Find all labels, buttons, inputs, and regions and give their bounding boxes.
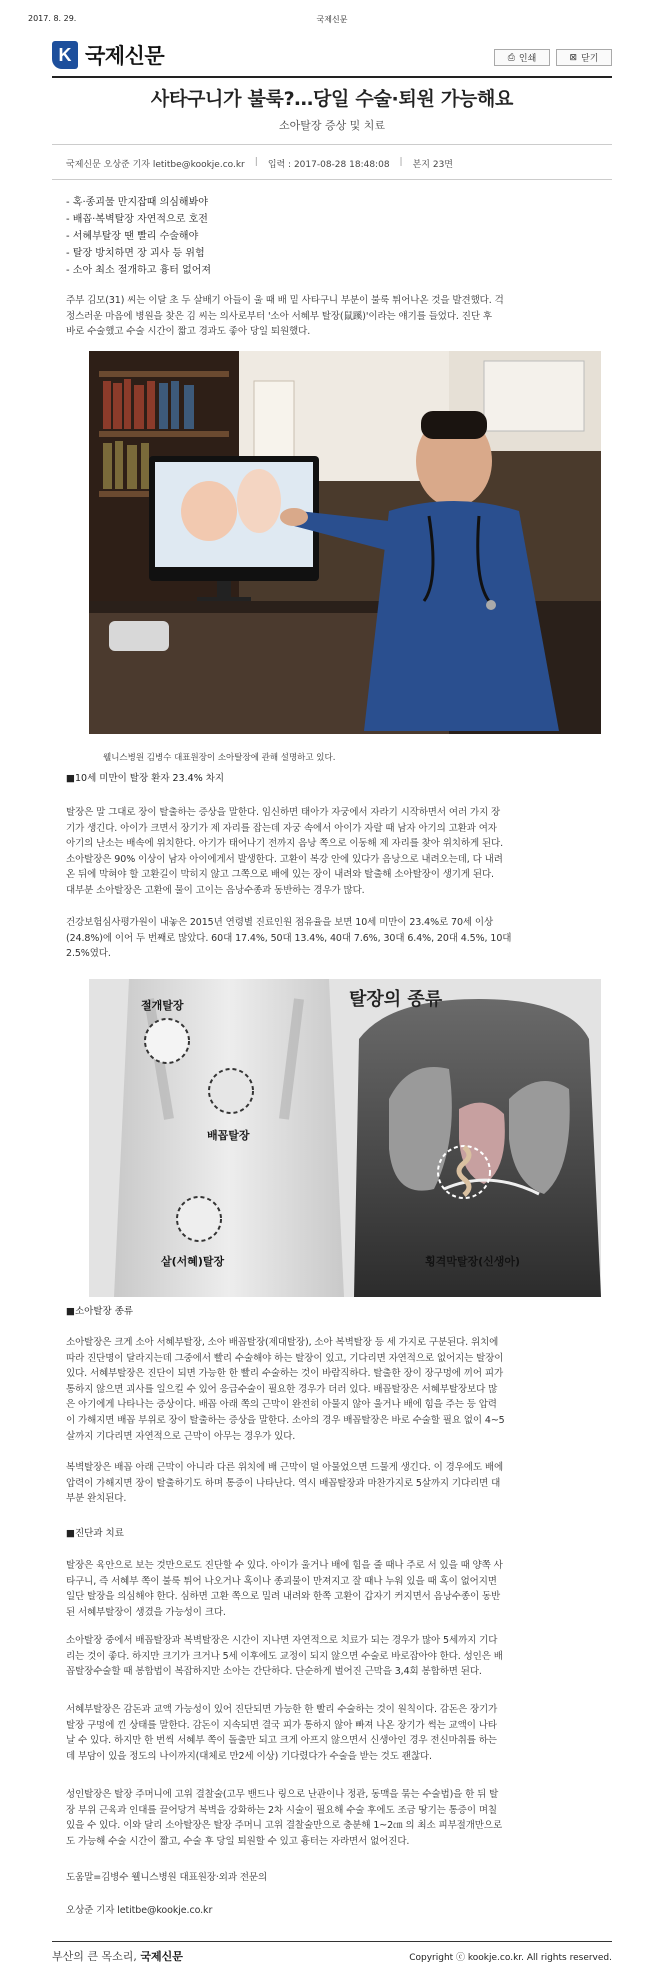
meta-divider-bottom: [52, 179, 612, 180]
body-paragraph: 건강보험심사평가원이 내놓은 2015년 연령별 진료인원 점유율을 보면 10세 미만이 23.4%로 70세 이상 (24.8%)에 이어 두 번째로 많았다. 60대 17.4%, 50대 13.4%, 40대 7.6%, 30대 6.4%, 20대 4.5%, 10대 2.5%였다.: [66, 917, 512, 960]
figure-label-diaphragmatic: 횡격막탈장(신생아): [425, 1255, 521, 1268]
meta-separator: |: [399, 157, 403, 167]
print-button[interactable]: [494, 49, 550, 66]
logo-name: 국제신문: [85, 44, 165, 68]
byline: 국제신문 오상준 기자 letitbe@kookje.co.kr: [66, 160, 245, 170]
section-heading: ■10세 미만이 탈장 환자 23.4% 차지: [66, 773, 225, 784]
section-heading: ■진단과 치료: [66, 1528, 124, 1539]
print-label: 인쇄: [518, 54, 537, 64]
footer-brand: 국제신문: [140, 1950, 183, 1963]
article-title: 사타구니가 불룩?…당일 수술·퇴원 가능해요: [150, 88, 514, 110]
print-date: 2017. 8. 29.: [28, 14, 77, 23]
highlights-list: [66, 194, 211, 279]
figure-title: 탈장의 종류: [349, 989, 443, 1010]
printer-icon: ⎙: [507, 52, 515, 63]
hernia-diagram: [89, 979, 601, 1297]
reporter-credit: 오상준 기자 letitbe@kookje.co.kr: [66, 1905, 213, 1916]
doctor-photo-illustration: [89, 351, 601, 734]
figure-label-inguinal: 샅(서혜)탈장: [161, 1255, 225, 1268]
lead-paragraph: 주부 김모(31) 씨는 이달 초 두 살배기 아들이 울 때 배 밑 사타구니 부분이 불룩 튀어나온 것을 발견했다. 걱 정스러운 마음에 병원을 찾은 김 씨는 의사로부터 '소아 서혜부 탈장(鼠蹊)'이라는 얘기를 들었다. 진단 후 바로 수술했고 수술 시간이 짧고 경과도 좋아 당일 퇴원했다.: [66, 295, 504, 338]
body-paragraph: 복벽탈장은 배꼽 아래 근막이 아니라 다른 위치에 배 근막이 덜 아물었으면 드물게 생긴다. 이 경우에도 배에 압력이 가해지면 장이 탈출하기도 하며 통증이 나타난다. 역시 배꼽탈장과 마찬가지로 5살까지 기다리면 대 부분 완치된다.: [66, 1462, 504, 1505]
article-meta: [66, 157, 453, 170]
highlight-item: - 배꼽·복벽탈장 자연적으로 호전: [66, 214, 208, 225]
highlight-item: - 탈장 방치하면 장 괴사 등 위험: [66, 248, 205, 259]
footer-divider: [52, 1941, 612, 1942]
close-button[interactable]: [556, 49, 612, 66]
body-paragraph: 성인탈장은 탈장 주머니에 고위 결찰술(고무 밴드나 링으로 난관이나 정관, 동맥을 묶는 수술법)을 한 뒤 탈 장 부위 근육과 인대를 끌어당겨 복벽을 강화하는 2차 시술이 필요해 수술 후에도 조금 땅기는 통증이 며칠 있을 수 있다. 이와 달리 소아탈장은 탈장 주머니 고위 결찰술만으로 충분해 1~2㎝ 의 최소 피부절개만으로 도 가능해 수술 시간이 짧고, 수술 후 당일 퇴원할 수 있고 흉터는 자라면서 없어진다.: [66, 1789, 503, 1847]
toolbar: [494, 49, 612, 66]
photo-caption: 웰니스병원 김병수 대표원장이 소아탈장에 관해 설명하고 있다.: [103, 753, 336, 763]
highlight-item: - 소아 최소 절개하고 흉터 없어져: [66, 265, 212, 276]
article-subtitle: 소아탈장 증상 및 치료: [278, 119, 386, 132]
close-label: 닫기: [581, 54, 599, 64]
close-box-icon: ⊠: [569, 52, 578, 63]
print-page: 본지 23면: [412, 160, 453, 170]
figure-label-incisional: 절개탈장: [141, 999, 184, 1012]
help-credit: 도움말=김병수 웰니스병원 대표원장·외과 전문의: [66, 1872, 268, 1883]
meta-divider-top: [52, 144, 612, 145]
print-site-name: 국제신문: [316, 15, 348, 24]
section-heading: ■소아탈장 종류: [66, 1306, 134, 1317]
highlight-item: - 서혜부탈장 땐 빨리 수술해야: [66, 231, 199, 242]
body-paragraph: 소아탈장 중에서 배꼽탈장과 복벽탈장은 시간이 지나면 자연적으로 치료가 되는 경우가 많아 5세까지 기다 리는 것이 좋다. 하지만 크기가 크거나 5세 이후에도 교정이 되지 않으면 수술로 바로잡아야 한다. 성인은 배 꼽탈장수술할 때 봉합법이 복잡하지만 소아는 간단하다. 단순하게 벌어진 근막을 3,4회 봉합하면 된다.: [66, 1635, 503, 1678]
body-paragraph: 서혜부탈장은 감돈과 교액 가능성이 있어 진단되면 가능한 한 빨리 수술하는 것이 원칙이다. 감돈은 장기가 탈장 구멍에 낀 상태를 말한다. 감돈이 지속되면 결국 피가 통하지 않아 빠져 나온 장기가 썩는 교액이 나타 날 수 있다. 하지만 한 번씩 서혜부 쪽이 돌출만 되고 크게 아프지 않으면서 신생아인 경우 전신마취를 하는 데 부담이 있을 정도의 나이까지(대체로 만2세 이상) 기다렸다가 수술을 받는 것도 괜찮다.: [66, 1704, 498, 1762]
body-paragraph: 소아탈장은 크게 소아 서혜부탈장, 소아 배꼽탈장(제대탈장), 소아 복벽탈장 등 세 가지로 구분된다. 위치에 따라 진단명이 달라지는데 그중에서 빨리 수술해야 하는 탈장이 있고, 기다리면 자연적으로 없어지는 탈장이 있다. 서혜부탈장은 진단이 되면 가능한 한 빨리 수술하는 것이 바람직하다. 탈출한 장이 장구멍에 끼어 피가 통하지 않으면 괴사를 일으킬 수 있어 응급수술이 필요한 경우가 더러 있다. 배꼽탈장은 서혜부탈장보다 많 은 아기에게 나타나는 증상이다. 배꼽 아래 쪽의 근막이 완전히 아물지 않아 울거나 배에 힘을 주는 등 압력 이 가해지면 배꼽 부위로 장이 탈출하는 증상을 말한다. 소아의 경우 배꼽탈장은 바로 수술할 필요 없이 4~5 살까지 기다리면 자연적으로 근막이 아무는 경우가 있다.: [66, 1337, 505, 1442]
header-divider: [52, 76, 612, 78]
body-paragraph: 탈장은 육안으로 보는 것만으로도 진단할 수 있다. 아이가 울거나 배에 힘을 줄 때나 주로 서 있을 때 양쪽 사 타구니, 즉 서혜부 쪽이 불룩 튀어 나오거나 혹이나 종괴물이 만져지고 잘 때나 누워 있을 때 혹이 없어지면 일단 탈장을 의심해야 한다. 심하면 고환 쪽으로 밀려 내려와 한쪽 고환이 갑자기 커지면서 음낭수종이 동반 된 서혜부탈장이 생겼을 가능성이 크다.: [66, 1560, 503, 1618]
slogan-text: 부산의 큰 목소리,: [52, 1950, 137, 1963]
highlight-item: - 혹·종괴물 만지잡때 의심해봐야: [66, 197, 208, 208]
copyright: Copyright ⓒ kookje.co.kr. All rights reserved.: [409, 1953, 612, 1963]
body-paragraph: 탈장은 말 그대로 장이 탈출하는 증상을 말한다. 임신하면 태아가 자궁에서 자라기 시작하면서 여러 가지 장 기가 생긴다. 아이가 크면서 장기가 제 자리를 잡는데 자궁 속에서 아이가 자랄 때 남자 아기의 고환과 여자 아기의 난소는 배속에 위치한다. 아기가 태어나기 전까지 음낭 쪽으로 이동해 제 자리를 찾아 위치하게 된다. 소아탈장은 90% 이상이 남자 아이에게서 발생한다. 고환이 복강 안에 있다가 음낭으로 내려오는데, 다 내려 온 뒤에 막혀야 할 고환길이 막히지 않고 그쪽으로 배에 있는 장이 내려와 탈출해 소아탈장이 생기게 된다. 대부분 소아탈장은 고환에 물이 고이는 음낭수종과 동반하는 경우가 많다.: [66, 807, 504, 896]
site-logo[interactable]: [52, 40, 164, 70]
figure-label-umbilical: 배꼽탈장: [207, 1129, 250, 1142]
article-photo: [89, 351, 601, 734]
hernia-types-figure: [89, 979, 601, 1297]
print-header: [28, 14, 636, 28]
footer-slogan: [52, 1948, 183, 1964]
logo-k-icon: K: [52, 41, 78, 69]
meta-separator: |: [254, 157, 258, 167]
input-datetime: 입력 : 2017-08-28 18:48:08: [267, 160, 390, 170]
